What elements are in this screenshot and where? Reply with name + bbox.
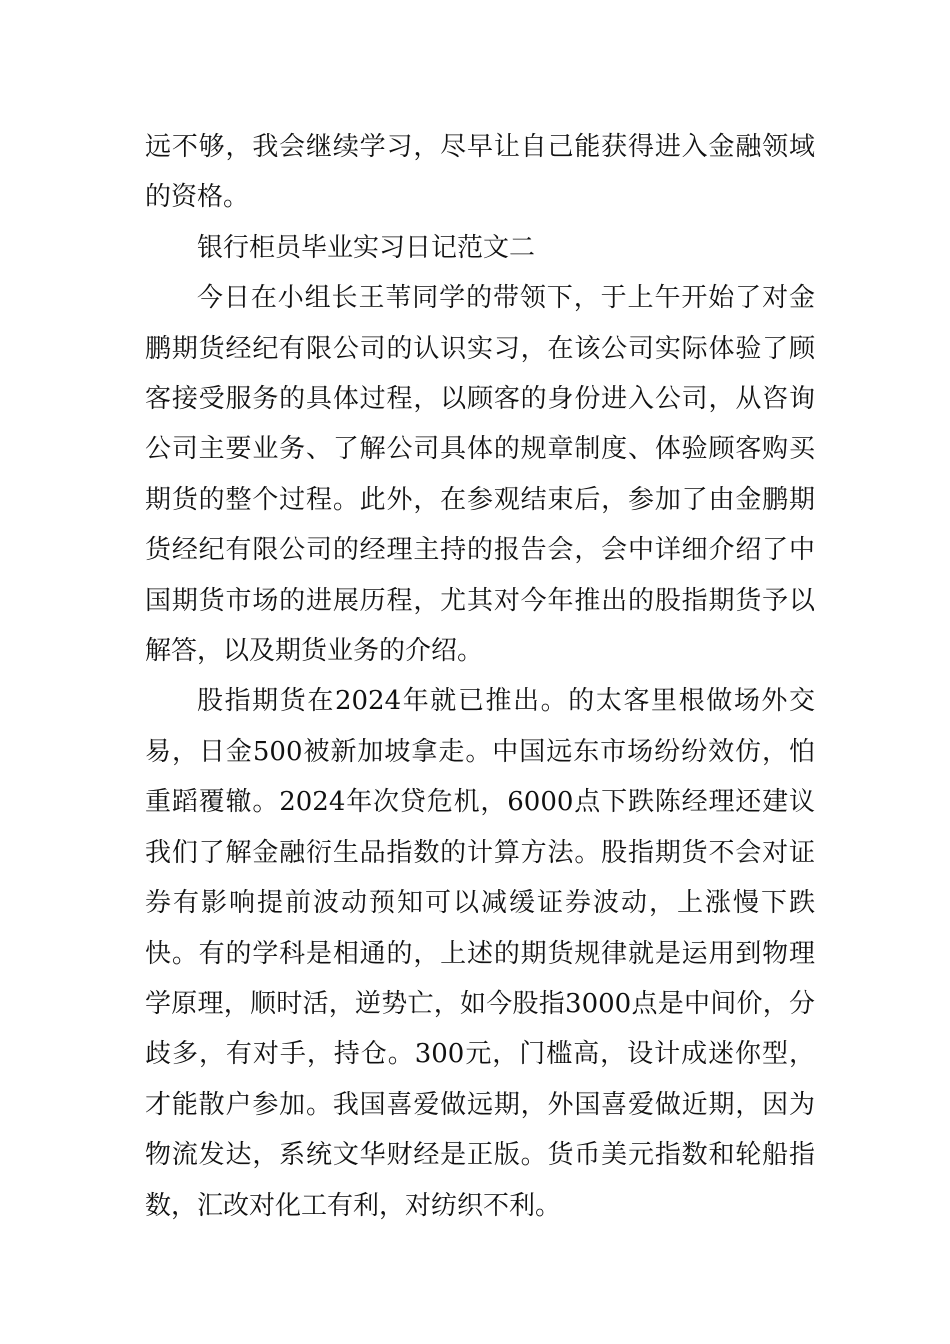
paragraph-internship-visit: 今日在小组长王苇同学的带领下，于上午开始了对金鹏期货经纪有限公司的认识实习，在该公司实际体验了顾客接受服务的具体过程，以顾客的身份进入公司，从咨询公司主要业务、了解公司具体的规章制度、体验顾客购买期货的整个过程。此外，在参观结束后，参加了由金鹏期货经纪有限公司的经理主持的报告会，会中详细介绍了中国期货市场的进展历程，尤其对今年推出的股指期货予以解答，以及期货业务的介绍。 (145, 283, 815, 667)
section-heading: 银行柜员毕业实习日记范文二 (197, 232, 536, 263)
document-body (145, 122, 815, 1231)
paragraph-stock-index-futures: 股指期货在2024年就已推出。的太客里根做场外交易，日金500被新加坡拿走。中国远东市场纷纷效仿，怕重蹈覆辙。2024年次贷危机，6000点下跌陈经理还建议我们了解金融衍生品指数的计算方法。股指期货不会对证券有影响提前波动预知可以减缓证券波动，上涨慢下跌快。有的学科是相通的，上述的期货规律就是运用到物理学原理，顺时活，逆势亡，如今股指3000点是中间价，分歧多，有对手，持仓。300元，门槛高，设计成迷你型，才能散户参加。我国喜爱做远期，外国喜爱做近期，因为物流发达，系统文华财经是正版。货币美元指数和轮船指数，汇改对化工有利，对纺织不利。 (145, 686, 815, 1221)
paragraph-continuation: 远不够，我会继续学习，尽早让自己能获得进入金融领域的资格。 (145, 132, 815, 213)
